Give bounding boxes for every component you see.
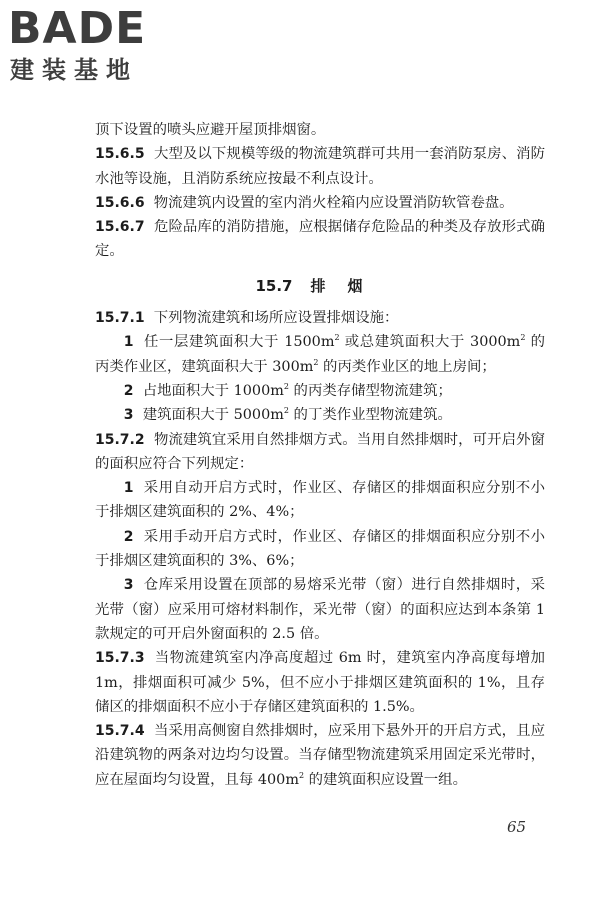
item-text: 采用手动开启方式时，作业区、存储区的排烟面积应分别不小于排烟区建筑面积的 3%、6%；	[95, 528, 545, 570]
page-number: 65	[507, 818, 527, 836]
clause-text: 的建筑面积应设置一组。	[304, 771, 467, 788]
superscript: 2	[313, 357, 319, 367]
logo-subtitle: 建装基地	[10, 56, 138, 84]
superscript: 2	[334, 333, 340, 343]
superscript: 2	[283, 381, 289, 391]
item-text: 或总建筑面积大于 3000m	[339, 334, 521, 351]
logo-wordmark: BADE	[8, 3, 147, 54]
section-number: 15.7	[255, 276, 293, 295]
logo	[8, 3, 178, 86]
list-item	[95, 476, 545, 525]
item-number: 1	[123, 334, 134, 351]
clause-15-6-5	[95, 142, 545, 191]
page-content	[95, 118, 545, 792]
clause-text: 物流建筑内设置的室内消火栓箱内应设置消防软管卷盘。	[153, 194, 514, 211]
clause-text: 下列物流建筑和场所应设置排烟设施：	[153, 310, 399, 327]
clause-number: 15.7.3	[95, 650, 145, 667]
paragraph-text: 顶下设置的喷头应避开屋顶排烟窗。	[95, 122, 326, 138]
clause-text: 当采用高侧窗自然排烟时，应采用下悬外开的开启方式，且应沿建筑物的两条对边均匀设置。当存储型物流建筑采用固定采光带时，应在屋面均匀设置，且每 400m	[95, 723, 545, 788]
clause-number: 15.6.7	[95, 219, 145, 236]
clause-15-7-1	[95, 306, 545, 330]
item-text: 仓库采用设置在顶部的易熔采光带（窗）进行自然排烟时，采光带（窗）应采用可熔材料制作，采光带（窗）的面积应达到本条第 1 款规定的可开启外窗面积的 2.5 倍。	[95, 577, 545, 642]
list-item	[95, 573, 545, 646]
clause-15-7-4	[95, 719, 545, 792]
item-number: 1	[123, 480, 134, 497]
clause-number: 15.6.6	[95, 194, 145, 211]
clause-number: 15.7.2	[95, 431, 145, 448]
item-number: 3	[123, 577, 134, 594]
item-number: 3	[123, 407, 134, 424]
superscript: 2	[520, 333, 526, 343]
item-text: 任一层建筑面积大于 1500m	[143, 334, 335, 351]
list-item	[95, 525, 545, 574]
list-item	[95, 379, 545, 403]
item-text: 建筑面积大于 5000m	[142, 407, 284, 424]
clause-number: 15.6.5	[95, 146, 145, 163]
section-heading	[95, 274, 545, 298]
item-text: 的丙类作业区的地上房间；	[318, 358, 496, 375]
clause-text: 当物流建筑室内净高度超过 6m 时，建筑室内净高度每增加 1m，排烟面积可减少 5%，但不应小于排烟区建筑面积的 1%，且存储区的排烟面积不应小于存储区建筑面积的 1.5%。	[95, 650, 546, 715]
item-text: 采用自动开启方式时，作业区、存储区的排烟面积应分别不小于排烟区建筑面积的 2%、4%；	[95, 480, 545, 521]
item-number: 2	[123, 528, 134, 545]
clause-number: 15.7.4	[95, 723, 145, 740]
section-title: 排烟	[310, 276, 385, 295]
clause-number: 15.7.1	[95, 310, 145, 327]
item-text: 占地面积大于 1000m	[142, 382, 284, 399]
item-text: 的丙类作业区，建筑面积大于 300m	[95, 334, 545, 375]
superscript: 2	[299, 770, 305, 780]
clause-15-6-6	[95, 191, 545, 215]
item-text: 的丁类作业型物流建筑。	[288, 407, 452, 424]
list-item	[95, 403, 545, 427]
list-item	[95, 330, 545, 379]
continued-paragraph	[95, 118, 545, 142]
clause-text: 大型及以下规模等级的物流建筑群可共用一套消防泵房、消防水池等设施，且消防系统应按最不利点设计。	[95, 146, 545, 187]
clause-15-7-3	[95, 646, 545, 719]
clause-15-6-7	[95, 215, 545, 264]
clause-text: 危险品库的消防措施，应根据储存危险品的种类及存放形式确定。	[95, 219, 545, 260]
item-text: 的丙类存储型物流建筑；	[288, 382, 452, 399]
superscript: 2	[283, 406, 289, 416]
clause-15-7-2	[95, 428, 545, 477]
clause-text: 物流建筑宜采用自然排烟方式。当用自然排烟时，可开启外窗的面积应符合下列规定：	[95, 431, 545, 472]
item-number: 2	[123, 382, 134, 399]
